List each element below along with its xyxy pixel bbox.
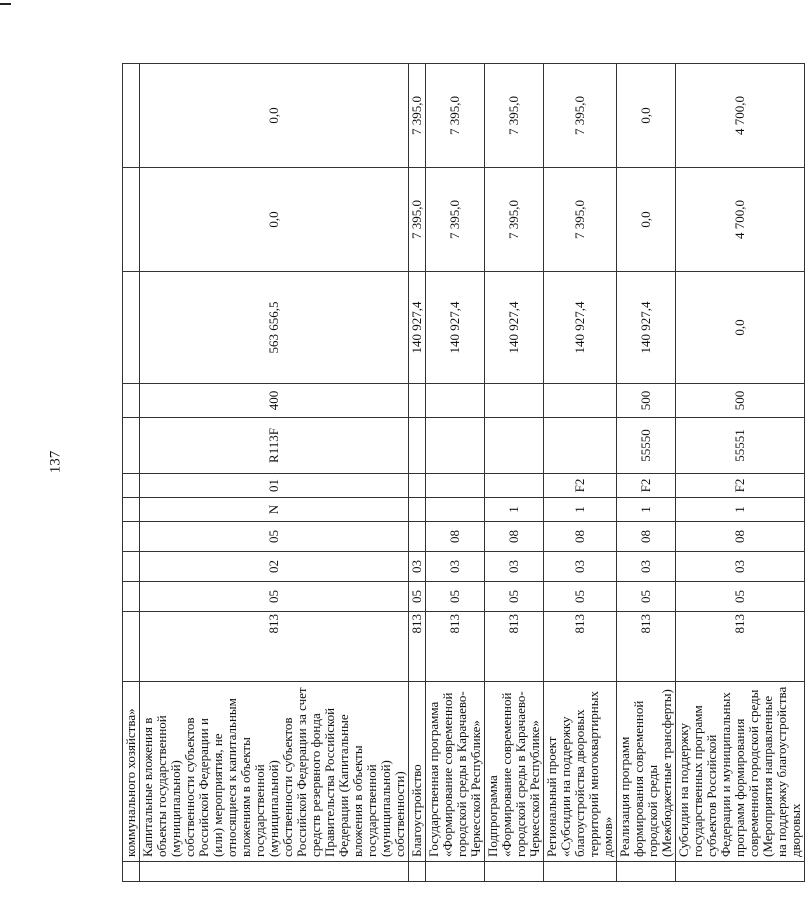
cell-pr: 03: [676, 552, 805, 582]
cell-csr3: F2: [617, 474, 676, 498]
cell-csr2: [426, 498, 485, 522]
cell-csr1: [123, 522, 140, 552]
table-row: [617, 64, 676, 882]
cell-pr: 02: [140, 552, 409, 582]
cell-vr: 500: [676, 384, 805, 418]
cell-csr3: 01: [140, 474, 409, 498]
cell-y2: 0,0: [617, 168, 676, 272]
cell-csr2: 1: [676, 498, 805, 522]
cell-y1: 0,0: [676, 272, 805, 384]
table-row: [544, 64, 617, 882]
cell-name: Реализация программ формирования современной городской среды (Межбюджетные трансферты): [617, 682, 676, 862]
cell-csr1: 08: [617, 522, 676, 552]
cell-csr4: [485, 418, 544, 474]
row-lead-cell: [140, 862, 409, 882]
cell-y1: 140 927,4: [426, 272, 485, 384]
rotated-table-frame: [122, 64, 803, 882]
cell-csr3: F2: [676, 474, 805, 498]
cell-csr1: 05: [140, 522, 409, 552]
cell-csr1: [409, 522, 426, 552]
cell-csr3: [123, 474, 140, 498]
cell-csr3: F2: [544, 474, 617, 498]
cell-csr4: [426, 418, 485, 474]
cell-y2: 7 395,0: [544, 168, 617, 272]
cell-csr4: [409, 418, 426, 474]
cell-y1: 563 656,5: [140, 272, 409, 384]
cell-adm: 813: [426, 612, 485, 682]
row-lead-cell: [617, 862, 676, 882]
cell-y3: 7 395,0: [544, 64, 617, 168]
cell-y2: 7 395,0: [426, 168, 485, 272]
row-lead-cell: [485, 862, 544, 882]
cell-adm: 813: [140, 612, 409, 682]
cell-pr: [123, 552, 140, 582]
cell-csr4: [123, 418, 140, 474]
cell-name: Региональный проект «Субсидии на поддержку благоустройства дворовых территорий многоквартирных домов»: [544, 682, 617, 862]
cell-pr: 03: [544, 552, 617, 582]
cell-vr: [426, 384, 485, 418]
cell-y3: 7 395,0: [409, 64, 426, 168]
row-lead-cell: [426, 862, 485, 882]
cell-vr: 500: [617, 384, 676, 418]
cell-csr1: 08: [485, 522, 544, 552]
table-row: [409, 64, 426, 882]
cell-name: Подпрограмма «Формирование современной городской среды в Карачаево-Черкесской Республике»: [485, 682, 544, 862]
table-row: [426, 64, 485, 882]
cell-y1: 140 927,4: [485, 272, 544, 384]
cell-vr: 400: [140, 384, 409, 418]
row-lead-cell: [676, 862, 805, 882]
cell-rz: [123, 582, 140, 612]
cell-vr: [123, 384, 140, 418]
budget-table: [122, 63, 805, 882]
cell-y2: 7 395,0: [409, 168, 426, 272]
cell-name: Государственная программа «Формирование современной городской среды в Карачаево-Черкесской Республике»: [426, 682, 485, 862]
cell-csr1: 08: [426, 522, 485, 552]
cell-csr1: 08: [676, 522, 805, 552]
cell-pr: 03: [485, 552, 544, 582]
budget-table-area: [122, 64, 803, 882]
cell-csr4: 55550: [617, 418, 676, 474]
cell-y3: 7 395,0: [426, 64, 485, 168]
cell-vr: [409, 384, 426, 418]
cell-y3: 7 395,0: [485, 64, 544, 168]
cell-csr3: [485, 474, 544, 498]
cell-adm: [123, 612, 140, 682]
cell-rz: 05: [140, 582, 409, 612]
cell-csr2: [123, 498, 140, 522]
cell-csr3: [409, 474, 426, 498]
cell-pr: 03: [426, 552, 485, 582]
cell-name: Субсидии на поддержку государственных программ субъектов Российской Федерации и муниципальных программ формирования современной городской среды (Мероприятия направленные на поддержку благоустройства дворовых: [676, 682, 805, 862]
cell-rz: 05: [544, 582, 617, 612]
table-row: [123, 64, 140, 882]
cell-rz: 05: [617, 582, 676, 612]
cell-y3: 4 700,0: [676, 64, 805, 168]
cell-csr2: 1: [617, 498, 676, 522]
cell-rz: 05: [485, 582, 544, 612]
cell-rz: 05: [409, 582, 426, 612]
cell-y3: 0,0: [617, 64, 676, 168]
cell-y1: [123, 272, 140, 384]
cell-rz: 05: [426, 582, 485, 612]
table-row: [676, 64, 805, 882]
cell-adm: 813: [676, 612, 805, 682]
cell-csr4: 55551: [676, 418, 805, 474]
cell-y1: 140 927,4: [617, 272, 676, 384]
row-lead-cell: [409, 862, 426, 882]
cell-rz: 05: [676, 582, 805, 612]
cell-csr4: R113F: [140, 418, 409, 474]
cell-y1: 140 927,4: [544, 272, 617, 384]
row-lead-cell: [544, 862, 617, 882]
cell-y2: 7 395,0: [485, 168, 544, 272]
cell-pr: 03: [409, 552, 426, 582]
cell-vr: [485, 384, 544, 418]
cell-csr3: [426, 474, 485, 498]
cell-adm: 813: [409, 612, 426, 682]
page-number: 137: [47, 450, 64, 474]
cell-name: Капитальные вложения в объекты государственной (муниципальной) собственности субъектов Российской Федерации и (или) мероприятия, не относящиеся к капитальным вложениям в объекты государственной (муниципальной) собственности субъектов Российской Федерации за счет средств резервного фонда Правительства Российской Федерации (Капитальные вложения в объекты государственной (муниципальной) собственности): [140, 682, 409, 862]
cell-adm: 813: [544, 612, 617, 682]
table-row: [140, 64, 409, 882]
cell-csr2: [409, 498, 426, 522]
cell-pr: 03: [617, 552, 676, 582]
cell-vr: [544, 384, 617, 418]
cell-csr1: 08: [544, 522, 617, 552]
cell-name: Благоустройство: [409, 682, 426, 862]
cell-y1: 140 927,4: [409, 272, 426, 384]
cell-csr4: [544, 418, 617, 474]
cell-adm: 813: [485, 612, 544, 682]
cell-csr2: 1: [485, 498, 544, 522]
cell-y2: [123, 168, 140, 272]
cell-y2: 4 700,0: [676, 168, 805, 272]
row-lead-cell: [123, 862, 140, 882]
cell-y3: 0,0: [140, 64, 409, 168]
corner-mark: [0, 3, 11, 5]
cell-csr2: N: [140, 498, 409, 522]
cell-y2: 0,0: [140, 168, 409, 272]
cell-y3: [123, 64, 140, 168]
table-row: [485, 64, 544, 882]
cell-adm: 813: [617, 612, 676, 682]
cell-name: коммунального хозяйства»: [123, 682, 140, 862]
cell-csr2: 1: [544, 498, 617, 522]
